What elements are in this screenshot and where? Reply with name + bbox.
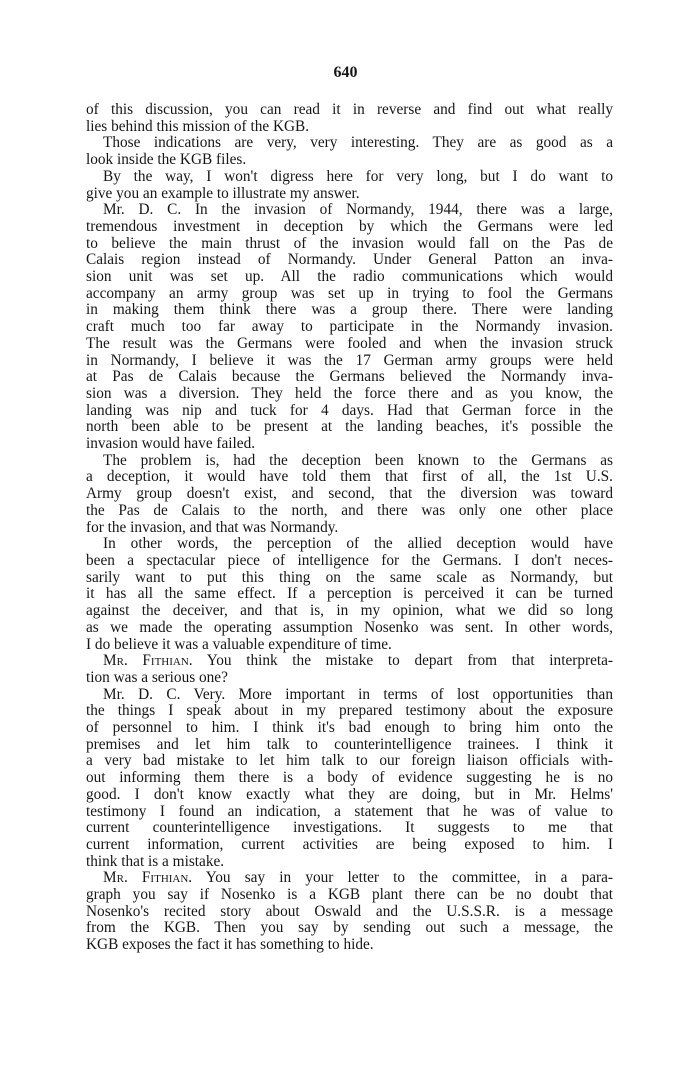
- text-line: [86, 586, 613, 603]
- paragraph: [86, 870, 613, 954]
- line-text: sion unit was set up. All the radio communications which would: [86, 268, 613, 286]
- text-line: [86, 703, 613, 720]
- text-line: [86, 302, 613, 319]
- line-text: the things I speak about in my prepared testimony about the exposure: [86, 702, 613, 720]
- line-text: to believe the main thrust of the invasion would fall on the Pas de: [86, 234, 613, 252]
- line-text: of personnel to him. I think it's bad enough to bring him onto the: [86, 719, 613, 737]
- text-line: [86, 419, 613, 436]
- line-text: a very bad mistake to let him talk to our foreign liaison officials with-: [86, 752, 613, 770]
- line-text: I do believe it was a valuable expenditure of time.: [86, 635, 392, 653]
- line-text: Those indications are very, very interesting. They are as good as a: [103, 134, 613, 152]
- line-text: as we made the operating assumption Nosenko was sent. In other words,: [86, 618, 613, 636]
- text-line: [86, 503, 613, 520]
- line-text: You say in your letter to the committee, in a para-: [192, 869, 614, 887]
- line-text: in Normandy, I believe it was the 17 German army groups were held: [86, 351, 613, 369]
- line-text: out informing them there is a body of evidence suggesting he is no: [86, 769, 613, 787]
- text-line: [86, 887, 613, 904]
- line-text: sarily want to put this thing on the same scale as Normandy, but: [86, 568, 613, 586]
- paragraph: [86, 653, 613, 686]
- text-line: [86, 687, 613, 704]
- line-text: tremendous investment in deception by which the Germans were led: [86, 217, 613, 235]
- line-text: testimony I found an indication, a statement that he was of value to: [86, 802, 613, 820]
- document-body: [86, 102, 613, 954]
- line-text: In the invasion of Normandy, 1944, there was a large,: [181, 201, 613, 219]
- line-text: look inside the KGB files.: [86, 151, 247, 169]
- text-line: [86, 570, 613, 587]
- text-line: [86, 353, 613, 370]
- line-text: at Pas de Calais because the Germans believed the Normandy inva-: [86, 368, 613, 386]
- line-text: in making them think there was a group there. There were landing: [86, 301, 613, 319]
- text-line: [86, 169, 613, 186]
- text-line: [86, 486, 613, 503]
- line-text: Army group doesn't exist, and second, that the diversion was toward: [86, 485, 613, 503]
- text-line: [86, 336, 613, 353]
- speaker-name: Mr. D. C.: [103, 685, 181, 703]
- text-line: [86, 403, 613, 420]
- line-text: it has all the same effect. If a perception is perceived it can be turned: [86, 585, 613, 603]
- line-text: think that is a mistake.: [86, 852, 225, 870]
- line-text: The problem is, had the deception been known to the Germans as: [103, 451, 613, 469]
- text-line: [86, 369, 613, 386]
- line-text: invasion would have failed.: [86, 435, 256, 453]
- paragraph: [86, 453, 613, 537]
- text-line: [86, 620, 613, 637]
- text-line: [86, 453, 613, 470]
- line-text: In other words, the perception of the allied deception would have: [103, 535, 613, 553]
- text-line: [86, 319, 613, 336]
- line-text: current counterintelligence investigations. It suggests to me that: [86, 819, 613, 837]
- paragraph: [86, 202, 613, 453]
- line-text: Very. More important in terms of lost opportunities than: [180, 685, 613, 703]
- line-text: graph you say if Nosenko is a KGB plant there can be no doubt that: [86, 886, 613, 904]
- text-line: [86, 135, 613, 152]
- text-line: [86, 520, 613, 537]
- text-line: [86, 553, 613, 570]
- line-text: Calais region instead of Normandy. Under General Patton an inva-: [86, 251, 613, 269]
- speaker-name: Mr. Fithian.: [103, 652, 193, 670]
- text-line: [86, 252, 613, 269]
- text-line: [86, 787, 613, 804]
- paragraph: [86, 536, 613, 653]
- line-text: lies behind this mission of the KGB.: [86, 117, 310, 135]
- text-line: [86, 219, 613, 236]
- text-line: [86, 837, 613, 854]
- line-text: for the invasion, and that was Normandy.: [86, 518, 339, 536]
- paragraph: [86, 102, 613, 135]
- line-text: The result was the Germans were fooled and when the invasion struck: [86, 334, 613, 352]
- text-line: [86, 753, 613, 770]
- text-line: [86, 186, 613, 203]
- line-text: Nosenko's recited story about Oswald and the U.S.S.R. is a message: [86, 902, 613, 920]
- line-text: KGB exposes the fact it has something to hide.: [86, 936, 374, 954]
- text-line: [86, 436, 613, 453]
- text-line: [86, 720, 613, 737]
- line-text: current information, current activities are being exposed to him. I: [86, 835, 613, 853]
- text-line: [86, 854, 613, 871]
- line-text: accompany an army group was set up in trying to fool the Germans: [86, 284, 613, 302]
- line-text: sion was a diversion. They held the force there and as you know, the: [86, 384, 613, 402]
- text-line: [86, 603, 613, 620]
- text-line: [86, 770, 613, 787]
- page-number: 640: [333, 64, 358, 81]
- line-text: tion was a serious one?: [86, 668, 228, 686]
- speaker-name: Mr. D. C.: [103, 201, 182, 219]
- line-text: premises and let him talk to counterintelligence trainees. I think it: [86, 735, 613, 753]
- text-line: [86, 653, 613, 670]
- text-line: [86, 904, 613, 921]
- line-text: been a spectacular piece of intelligence for the Germans. I don't neces-: [86, 551, 613, 569]
- speaker-name: Mr. Fithian.: [103, 869, 193, 887]
- paragraph: [86, 169, 613, 202]
- line-text: against the deceiver, and that is, in my opinion, what we did so long: [86, 602, 613, 620]
- text-line: [86, 386, 613, 403]
- line-text: from the KGB. Then you say by sending out such a message, the: [86, 919, 613, 937]
- line-text: a deception, it would have told them that first of all, the 1st U.S.: [86, 468, 613, 486]
- text-line: [86, 119, 613, 136]
- text-line: [86, 637, 613, 654]
- text-line: [86, 536, 613, 553]
- text-line: [86, 737, 613, 754]
- text-line: [86, 102, 613, 119]
- line-text: of this discussion, you can read it in reverse and find out what really: [86, 101, 613, 118]
- line-text: By the way, I won't digress here for very long, but I do want to: [103, 167, 613, 185]
- text-line: [86, 152, 613, 169]
- line-text: good. I don't know exactly what they are doing, but in Mr. Helms': [86, 785, 613, 803]
- text-line: [86, 870, 613, 887]
- line-text: give you an example to illustrate my answer.: [86, 184, 360, 202]
- text-line: [86, 202, 613, 219]
- line-text: the Pas de Calais to the north, and there was only one other place: [86, 501, 613, 519]
- text-line: [86, 469, 613, 486]
- line-text: You think the mistake to depart from that interpreta-: [192, 652, 613, 670]
- text-line: [86, 937, 613, 954]
- text-line: [86, 670, 613, 687]
- text-line: [86, 236, 613, 253]
- line-text: north been able to be present at the landing beaches, it's possible the: [86, 418, 613, 436]
- line-text: landing was nip and tuck for 4 days. Had that German force in the: [86, 401, 613, 419]
- paragraph: [86, 687, 613, 871]
- paragraph: [86, 135, 613, 168]
- text-line: [86, 820, 613, 837]
- text-line: [86, 804, 613, 821]
- text-line: [86, 286, 613, 303]
- text-line: [86, 269, 613, 286]
- line-text: craft much too far away to participate in the Normandy invasion.: [86, 318, 613, 336]
- text-line: [86, 920, 613, 937]
